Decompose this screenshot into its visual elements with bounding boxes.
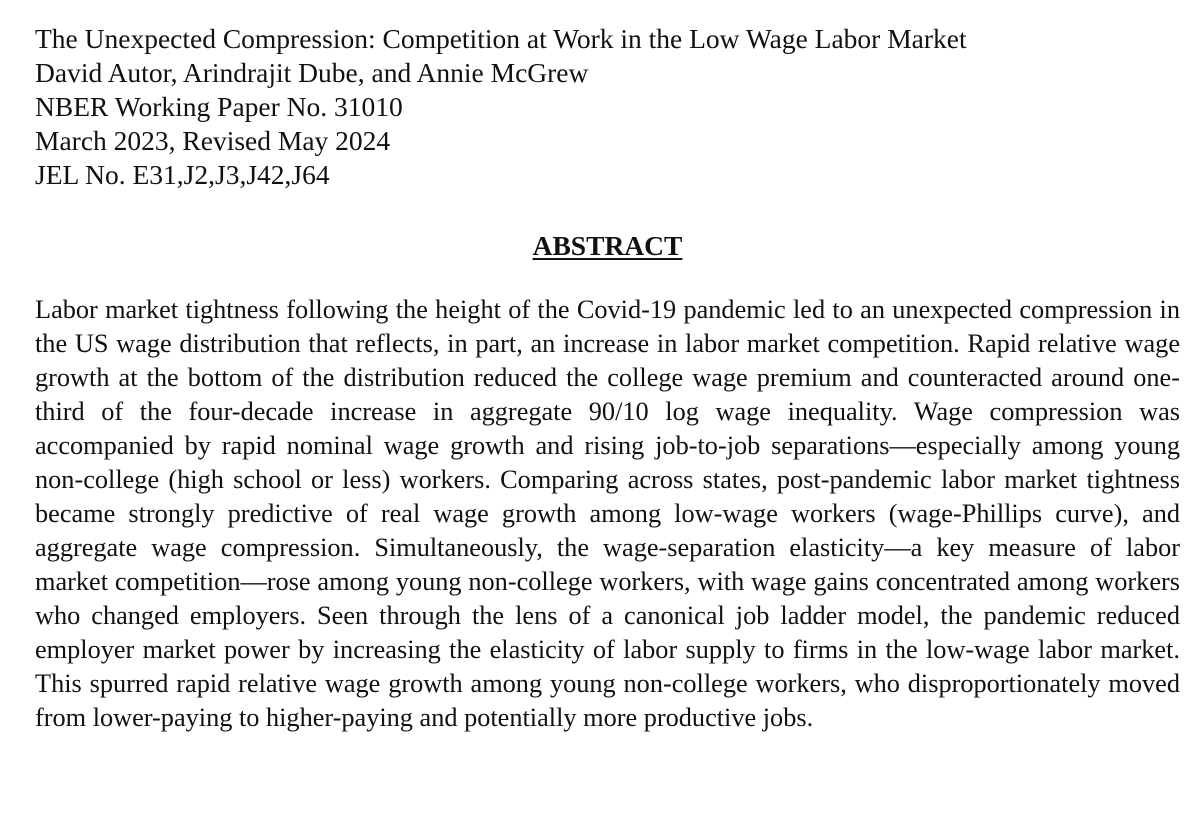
abstract-heading [35,229,1180,263]
paper-front-matter [35,22,1180,761]
paper-jel-codes: JEL No. E31,J2,J3,J42,J64 [35,159,330,190]
paper-date: March 2023, Revised May 2024 [35,125,391,156]
paper-title: The Unexpected Compression: Competition at Work in the Low Wage Labor Market [35,23,967,54]
abstract-heading-text: ABSTRACT [532,230,683,261]
paper-series: NBER Working Paper No. 31010 [35,91,403,122]
paper-authors: David Autor, Arindrajit Dube, and Annie McGrew [35,57,589,88]
abstract-body: Labor market tightness following the height of the Covid-19 pandemic led to an unexpected compression in the US wage distribution that reflects, in part, an increase in labor market competition. Rapid relative wage growth at the bottom of the distribution reduced the college wage premium and counteracted around one-third of the four-decade increase in aggregate 90/10 log wage inequality. Wage compression was accompanied by rapid nominal wage growth and rising job-to-job separations—especially among young non-college (high school or less) workers. Comparing across states, post-pandemic labor market tightness became strongly predictive of real wage growth among low-wage workers (wage-Phillips curve), and aggregate wage compression. Simultaneously, the wage-separation elasticity—a key measure of labor market competition—rose among young non-college workers, with wage gains concentrated among workers who changed employers. Seen through the lens of a canonical job ladder model, the pandemic reduced employer market power by increasing the elasticity of labor supply to firms in the low-wage labor market. This spurred rapid relative wage growth among young non-college workers, who disproportionately moved from lower-paying to higher-paying and potentially more productive jobs. [35,295,1180,732]
